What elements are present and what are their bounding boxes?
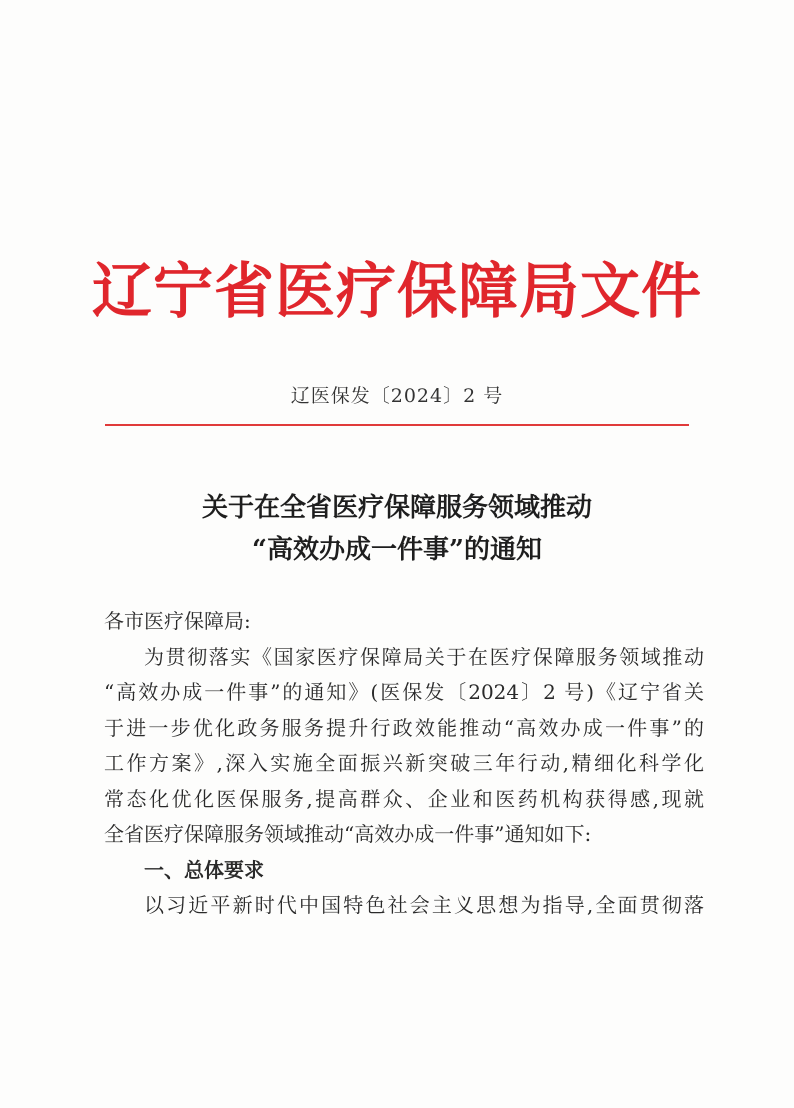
header-title: 辽宁省医疗保障局文件 xyxy=(92,257,702,327)
notice-title xyxy=(0,487,794,571)
body-text xyxy=(104,604,704,924)
document-number: 辽医保发〔2024〕2 号 xyxy=(290,385,504,407)
body-line: 工作方案》,深入实施全面振兴新突破三年行动,精细化科学化 xyxy=(104,751,704,775)
body-line: 为贯彻落实《国家医疗保障局关于在医疗保障服务领域推动 xyxy=(144,644,704,669)
salutation: 各市医疗保障局: xyxy=(104,609,251,633)
body-line: 常态化优化医保服务,提高群众、企业和医药机构获得感,现就 xyxy=(104,786,704,811)
red-divider-line xyxy=(105,424,689,426)
body-line: 全省医疗保障服务领域推动“高效办成一件事”通知如下: xyxy=(104,822,592,846)
notice-title-line-1: 关于在全省医疗保障服务领域推动 xyxy=(201,493,592,523)
body-line: “高效办成一件事”的通知》(医保发〔2024〕2 号)《辽宁省关 xyxy=(104,680,704,704)
body-line: 以习近平新时代中国特色社会主义思想为指导,全面贯彻落 xyxy=(144,893,704,917)
notice-title-line-2: “高效办成一件事”的通知 xyxy=(252,535,542,565)
section-heading: 一、总体要求 xyxy=(144,857,264,882)
body-line: 于进一步优化政务服务提升行政效能推动“高效办成一件事”的 xyxy=(104,715,704,740)
